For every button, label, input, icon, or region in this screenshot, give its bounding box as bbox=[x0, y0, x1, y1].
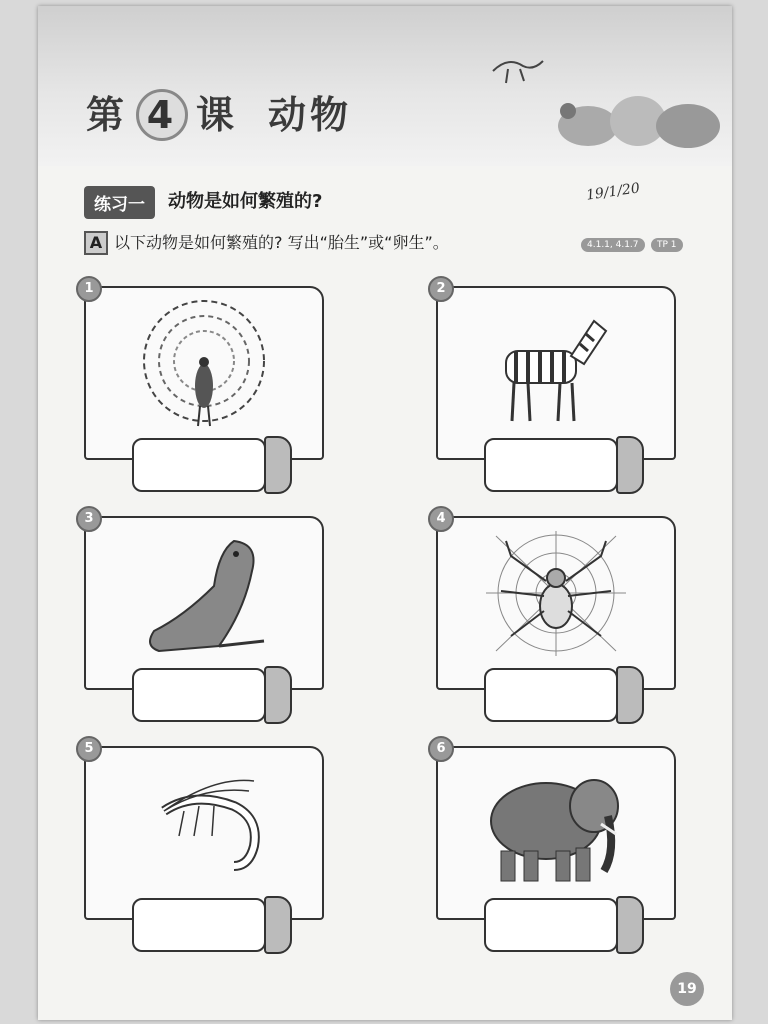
lesson-title bbox=[86, 84, 352, 141]
lesson-topic: 动物 bbox=[268, 92, 353, 137]
answer-box[interactable] bbox=[484, 438, 618, 492]
answer-box[interactable] bbox=[132, 898, 266, 952]
card-number: 4 bbox=[428, 506, 454, 532]
card-number: 5 bbox=[76, 736, 102, 762]
animal-card-6 bbox=[436, 741, 676, 966]
animal-card-2 bbox=[436, 281, 676, 506]
card-number: 6 bbox=[428, 736, 454, 762]
tube-cap bbox=[616, 436, 644, 494]
answer-box[interactable] bbox=[484, 668, 618, 722]
spider-illustration bbox=[476, 526, 636, 661]
tube-cap bbox=[616, 896, 644, 954]
exercise-title: 动物是如何繁殖的? bbox=[168, 191, 323, 212]
answer-box[interactable] bbox=[132, 668, 266, 722]
tube-cap bbox=[264, 436, 292, 494]
tp-tag: TP 1 bbox=[651, 238, 683, 252]
animal-card-4 bbox=[436, 511, 676, 736]
handwritten-date: 19/1/20 bbox=[585, 180, 641, 204]
page-number: 19 bbox=[670, 972, 704, 1006]
tube-cap bbox=[264, 666, 292, 724]
card-number: 2 bbox=[428, 276, 454, 302]
reference-tag: 4.1.1, 4.1.7 bbox=[581, 238, 645, 252]
answer-box[interactable] bbox=[132, 438, 266, 492]
peacock-illustration bbox=[124, 296, 284, 431]
tube-cap bbox=[264, 896, 292, 954]
section-badge: A bbox=[84, 231, 108, 255]
animal-card-5 bbox=[84, 741, 324, 966]
worksheet-page bbox=[38, 6, 732, 1020]
animal-card-1 bbox=[84, 281, 324, 506]
seal-illustration bbox=[124, 526, 284, 661]
card-number: 1 bbox=[76, 276, 102, 302]
exercise-label: 练习一 bbox=[84, 186, 155, 219]
tube-cap bbox=[616, 666, 644, 724]
lesson-suffix: 课 bbox=[196, 92, 239, 137]
card-number: 3 bbox=[76, 506, 102, 532]
frog-illustration bbox=[488, 51, 548, 86]
animals-illustration bbox=[548, 81, 728, 156]
instruction-text: 以下动物是如何繁殖的? 写出“胎生”或“卵生”。 bbox=[114, 233, 449, 252]
instruction bbox=[84, 230, 449, 255]
answer-box[interactable] bbox=[484, 898, 618, 952]
elephant-illustration bbox=[476, 756, 636, 891]
shrimp-illustration bbox=[124, 756, 284, 891]
lesson-prefix: 第 bbox=[86, 92, 129, 137]
zebra-illustration bbox=[476, 296, 636, 431]
lesson-number: 4 bbox=[136, 89, 188, 141]
animal-card-3 bbox=[84, 511, 324, 736]
